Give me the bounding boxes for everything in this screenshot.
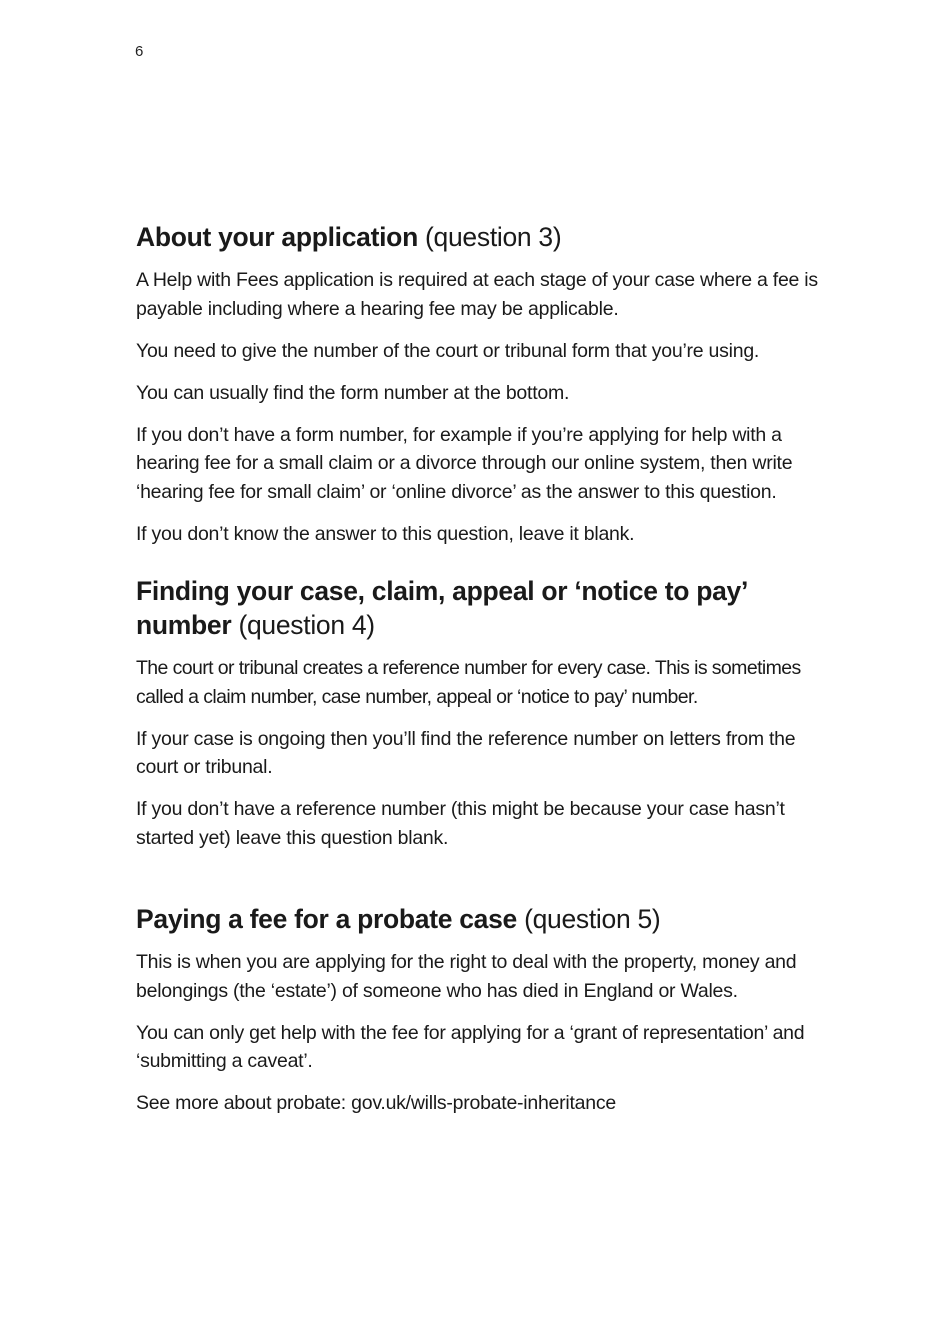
section-heading: [136, 902, 821, 936]
paragraph: You can only get help with the fee for applying for a ‘grant of representation’ and ‘submitting a caveat’.: [136, 1021, 805, 1072]
heading-question-number: (question 5): [524, 904, 661, 934]
paragraph: This is when you are applying for the right to deal with the property, money and belongings (the ‘estate’) of someone who has died in England or Wales.: [136, 951, 797, 1002]
probate-link[interactable]: gov.uk/wills-probate-inheritance: [351, 1092, 616, 1114]
paragraph: If your case is ongoing then you’ll find the reference number on letters from the court or tribunal.: [136, 727, 796, 778]
section-probate-fee: [136, 902, 821, 1118]
paragraph: If you don’t have a form number, for example if you’re applying for help with a hearing fee for a small claim or a divorce through our online system, then write ‘hearing fee for small claim’ or ‘online divorce’ as the answer to this question.: [136, 423, 793, 503]
paragraph: You can usually find the form number at the bottom.: [136, 381, 570, 404]
heading-title: Finding your case, claim, appeal or ‘notice to pay’ number: [136, 576, 747, 640]
section-heading: [136, 574, 821, 642]
heading-title: About your application: [136, 222, 418, 252]
page-number: 6: [135, 43, 144, 60]
section-case-number: [136, 574, 821, 852]
paragraph: The court or tribunal creates a reference number for every case. This is sometimes called a claim number, case number, appeal or ‘notice to pay’ number.: [136, 657, 801, 708]
heading-question-number: (question 4): [238, 610, 375, 640]
paragraph: If you don’t have a reference number (this might be because your case hasn’t started yet) leave this question blank.: [136, 798, 785, 849]
paragraph: If you don’t know the answer to this question, leave it blank.: [136, 522, 635, 545]
see-more-paragraph: [136, 1089, 821, 1118]
document-body: [136, 220, 821, 1131]
see-more-prefix: See more about probate:: [136, 1092, 352, 1114]
section-heading: [136, 220, 821, 254]
paragraph: A Help with Fees application is required at each stage of your case where a fee is payable including where a hearing fee may be applicable.: [136, 269, 818, 320]
section-about-application: [136, 220, 821, 548]
paragraph: You need to give the number of the court or tribunal form that you’re using.: [136, 339, 760, 362]
heading-title: Paying a fee for a probate case: [136, 904, 517, 934]
heading-question-number: (question 3): [425, 222, 562, 252]
